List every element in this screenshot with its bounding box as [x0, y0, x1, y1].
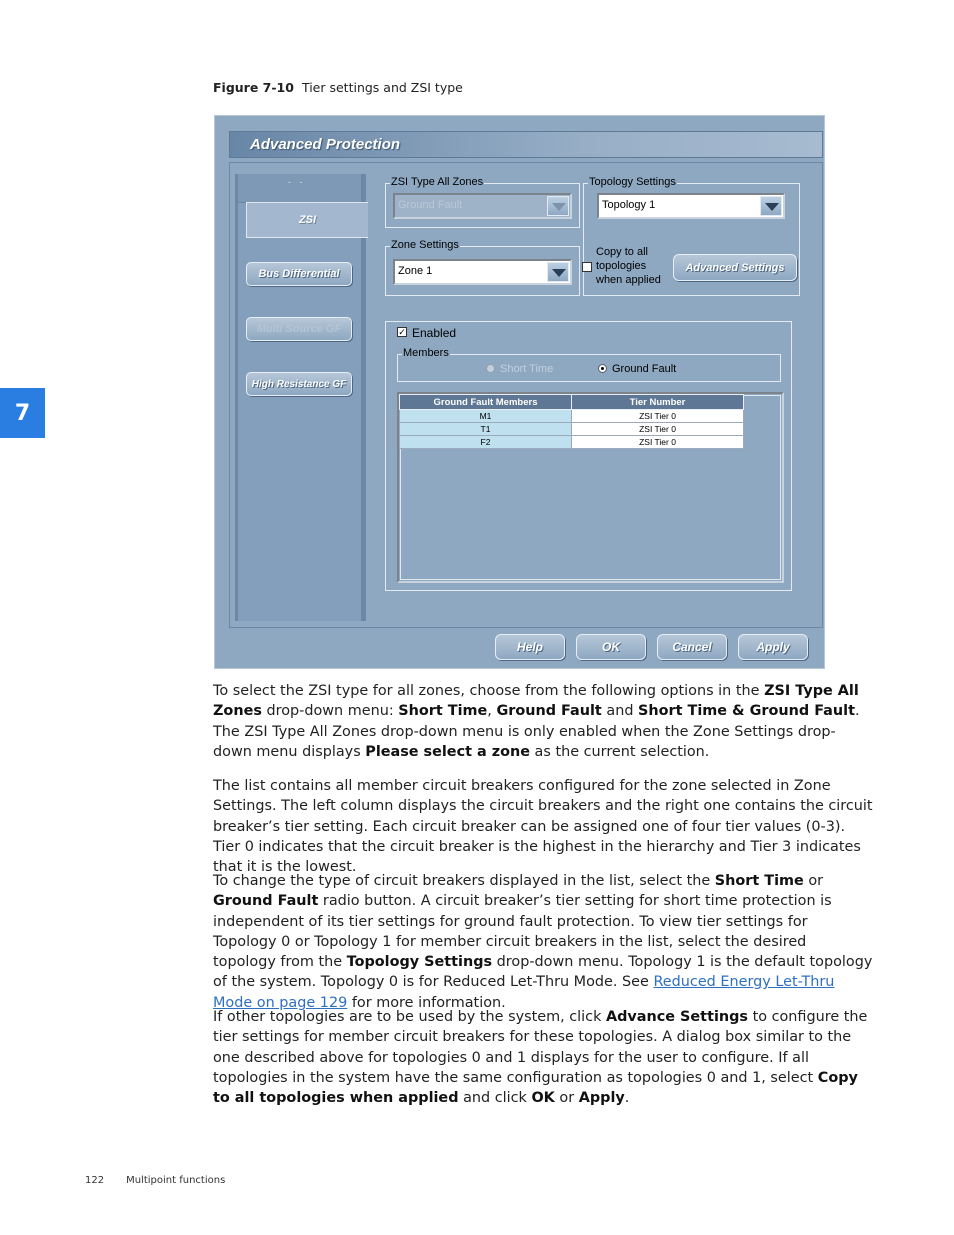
ground-fault-label: Ground Fault: [612, 363, 677, 375]
high-resistance-gf-button[interactable]: High Resistance GF: [246, 372, 352, 396]
bold-text: Advance Settings: [605, 1009, 748, 1025]
zsi-type-dropdown[interactable]: [393, 193, 572, 219]
topology-dropdown[interactable]: [597, 193, 785, 219]
topology-dropdown-arrow[interactable]: [760, 196, 782, 216]
members-group: [397, 347, 781, 382]
bus-differential-button[interactable]: Bus Differential: [246, 262, 352, 286]
chapter-tab: 7: [0, 388, 45, 438]
bold-text: OK: [531, 1090, 555, 1107]
zone-value: Zone 1: [398, 265, 433, 277]
table-row[interactable]: [400, 423, 744, 436]
bold-text: Copy to all topologies when applied: [213, 1069, 858, 1107]
copy-to-all-checkbox[interactable]: [582, 262, 592, 272]
text: To change the type of circuit breakers displayed in the list, select the: [213, 873, 715, 889]
text: to configure the tier settings for member circuit breakers for these topologies. A dialog box similar to the one described above for topologies 0 and 1 displays for the user to configure. If all topologies in the system have the same configuration as topologies 0 and 1, select: [213, 1009, 868, 1086]
tier-cell[interactable]: ZSI Tier 0: [572, 423, 744, 436]
text: To select the ZSI type for all zones, choose from the following options in the: [213, 683, 765, 699]
cancel-button[interactable]: Cancel: [657, 634, 727, 660]
page-number: 122: [85, 1175, 105, 1186]
paragraph-other-topologies: [213, 1007, 873, 1108]
ok-button[interactable]: OK: [576, 634, 646, 660]
bold-text: Please select a zone: [365, 743, 530, 760]
text: as the current selection.: [529, 743, 710, 760]
figure-title: Tier settings and ZSI type: [301, 80, 463, 95]
text: or: [803, 873, 824, 889]
bold-text: Short Time: [714, 873, 804, 889]
bold-text: Ground Fault: [496, 703, 602, 720]
paragraph-list: The list contains all member circuit breakers configured for the zone selected in Zone Settings. The left column displays the circuit breakers and the right one contains the circuit breaker’s tier setting. Each circuit breaker can be assigned one of four tier values (0-3). Tier 0 indicates that the circuit breaker is the highest in the hierarchy and Tier 3 indicates that it is the lowest.: [213, 778, 873, 876]
copy-to-all-line2: topologies: [596, 260, 647, 272]
members-table-grid: [399, 394, 744, 449]
enabled-checkbox[interactable]: ✓: [398, 327, 406, 337]
copy-to-all-line3: when applied: [596, 274, 661, 286]
paragraph-zsi-type: [213, 681, 873, 762]
multi-source-gf-button[interactable]: Multi Source GF: [246, 317, 352, 341]
chevron-down-icon: [765, 203, 779, 211]
paragraph-circuit-type: [213, 871, 873, 1013]
zsi-type-label: ZSI Type All Zones: [391, 176, 484, 188]
text: and click: [458, 1090, 532, 1107]
help-button[interactable]: Help: [495, 634, 565, 660]
table-row[interactable]: [400, 436, 744, 449]
zone-settings-label: Zone Settings: [391, 239, 459, 251]
apply-button[interactable]: Apply: [738, 634, 808, 660]
tab-zsi[interactable]: ZSI: [246, 202, 368, 238]
dialog-title-bar: [229, 131, 823, 158]
chevron-down-icon: [552, 269, 566, 277]
member-cell: M1: [400, 410, 572, 423]
page-footer: [85, 1175, 225, 1186]
bold-text: Apply: [578, 1090, 625, 1107]
copy-to-all-label: [596, 245, 661, 287]
bold-text: Topology Settings: [346, 954, 493, 971]
text: or: [554, 1090, 579, 1107]
copy-to-all-line1: Copy to all: [596, 246, 648, 258]
advanced-protection-dialog: [214, 115, 825, 669]
bold-text: Short Time & Ground Fault: [638, 703, 855, 720]
text: for more information.: [347, 994, 506, 1011]
member-cell: T1: [400, 423, 572, 436]
member-cell: F2: [400, 436, 572, 449]
bold-text: ZSI Type All Zones: [213, 683, 859, 720]
zsi-type-dropdown-arrow[interactable]: [547, 196, 569, 216]
text: drop-down menu. Topology 1 is the default topology of the system. Topology 0 is for Reduced Let-Thru Mode. See: [213, 954, 873, 991]
topology-value: Topology 1: [602, 199, 656, 211]
zone-dropdown-arrow[interactable]: [547, 262, 569, 282]
column-header-members[interactable]: Ground Fault Members: [400, 395, 572, 410]
figure-number: Figure 7-10: [213, 80, 294, 95]
short-time-radio[interactable]: [486, 364, 495, 373]
tier-cell[interactable]: ZSI Tier 0: [572, 410, 744, 423]
short-time-label: Short Time: [500, 363, 554, 375]
table-row[interactable]: [400, 410, 744, 423]
protection-nav: [235, 174, 366, 621]
chevron-down-icon: [552, 203, 566, 211]
text: . The ZSI Type All Zones drop-down menu is only enabled when the Zone Settings drop-down menu displays: [213, 703, 860, 760]
reduced-energy-link[interactable]: Reduced Energy Let-Thru Mode on page 129: [213, 974, 835, 1011]
ground-fault-radio[interactable]: [598, 364, 607, 373]
members-label: Members: [403, 347, 449, 359]
text: and: [601, 703, 639, 720]
dialog-title: Advanced Protection: [250, 136, 401, 153]
figure-caption: [213, 80, 463, 95]
advanced-settings-button[interactable]: Advanced Settings: [673, 254, 797, 281]
tier-cell[interactable]: ZSI Tier 0: [572, 436, 744, 449]
nav-header: [238, 174, 361, 203]
enabled-label: Enabled: [412, 326, 457, 340]
zone-dropdown[interactable]: [393, 259, 572, 285]
text: ,: [487, 703, 497, 720]
members-table: [397, 392, 784, 583]
text: drop-down menu:: [261, 703, 399, 720]
footer-section: Multipoint functions: [126, 1175, 226, 1186]
nav-grip-icon: - -: [288, 177, 306, 187]
bold-text: Short Time: [398, 703, 488, 720]
text: If other topologies are to be used by the system, click: [213, 1009, 606, 1025]
text: radio button. A circuit breaker’s tier setting for short time protection is independent of its tier settings for ground fault protection. To view tier settings for Topology 0 or Topology 1 for member circuit breakers in the list, select the desired topology from the: [213, 893, 832, 971]
bold-text: Ground Fault: [213, 893, 319, 910]
column-header-tier[interactable]: Tier Number: [572, 395, 744, 410]
zsi-type-value: Ground Fault: [398, 199, 463, 211]
text: .: [624, 1090, 630, 1107]
topology-settings-label: Topology Settings: [589, 176, 676, 188]
